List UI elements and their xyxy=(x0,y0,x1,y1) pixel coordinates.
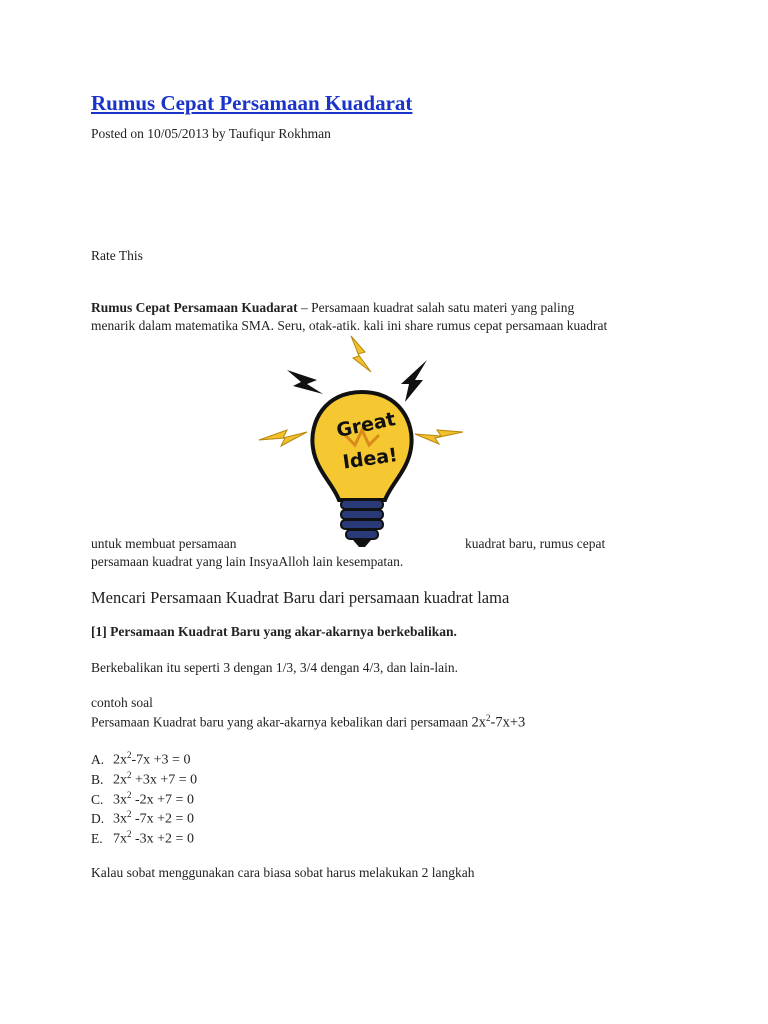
lightning-bolt-icon xyxy=(259,430,307,446)
option-e: E. $7x^2$ -3x +2 = 0 xyxy=(91,829,194,847)
explanation-text: Berkebalikan itu seperti 3 dengan 1/3, 3/4 dengan 4/3, dan lain-lain. xyxy=(91,660,459,675)
option-a: A. $2x^2-7x +3 = 0$ xyxy=(91,750,191,768)
intro-line-3-right: kuadrat baru, rumus cepat xyxy=(465,536,606,551)
great-idea-bulb-image xyxy=(255,330,470,550)
rate-this-label[interactable]: Rate This xyxy=(91,248,143,263)
intro-line-1-text: – Persamaan kuadrat salah satu materi yang paling xyxy=(297,300,575,315)
intro-line-3-left: untuk membuat persamaan xyxy=(91,536,237,551)
lightning-bolt-icon xyxy=(287,370,323,394)
bulb-text-idea: Idea! xyxy=(341,444,399,474)
option-c: C. $3x^2$ -2x +7 = 0 xyxy=(91,790,194,808)
closing-text: Kalau sobat menggunakan cara biasa sobat harus melakukan 2 langkah xyxy=(91,865,475,880)
section-heading: Mencari Persamaan Kuadrat Baru dari persamaan kuadrat lama xyxy=(91,588,510,607)
section-subheading: [1] Persamaan Kuadrat Baru yang akar-akarnya berkebalikan. xyxy=(91,624,457,639)
post-meta: Posted on 10/05/2013 by Taufiqur Rokhman xyxy=(91,126,331,141)
bulb-text-great: Great xyxy=(334,408,398,443)
lightning-bolt-icon xyxy=(415,430,463,444)
example-label: contoh soal xyxy=(91,695,153,710)
lightning-bolt-icon xyxy=(401,360,427,402)
post-title[interactable]: Rumus Cepat Persamaan Kuadarat xyxy=(91,91,413,115)
intro-line-1 xyxy=(91,300,574,316)
intro-bold-lead: Rumus Cepat Persamaan Kuadarat xyxy=(91,300,298,315)
option-d: D. $3x^2$ -7x +2 = 0 xyxy=(91,809,194,827)
option-b: B. $2x^2 +3x +7 = 0$ xyxy=(91,770,198,788)
intro-line-2: menarik dalam matematika SMA. Seru, otak-atik. kali ini share rumus cepat persamaan kuadrat xyxy=(91,318,608,333)
question-text: Persamaan Kuadrat baru yang akar-akarnya kebalikan dari persamaan $2x^2-7x+3$ xyxy=(91,713,526,731)
intro-line-4: persamaan kuadrat yang lain InsyaAlloh lain kesempatan. xyxy=(91,554,404,569)
lightning-bolt-icon xyxy=(351,336,371,372)
